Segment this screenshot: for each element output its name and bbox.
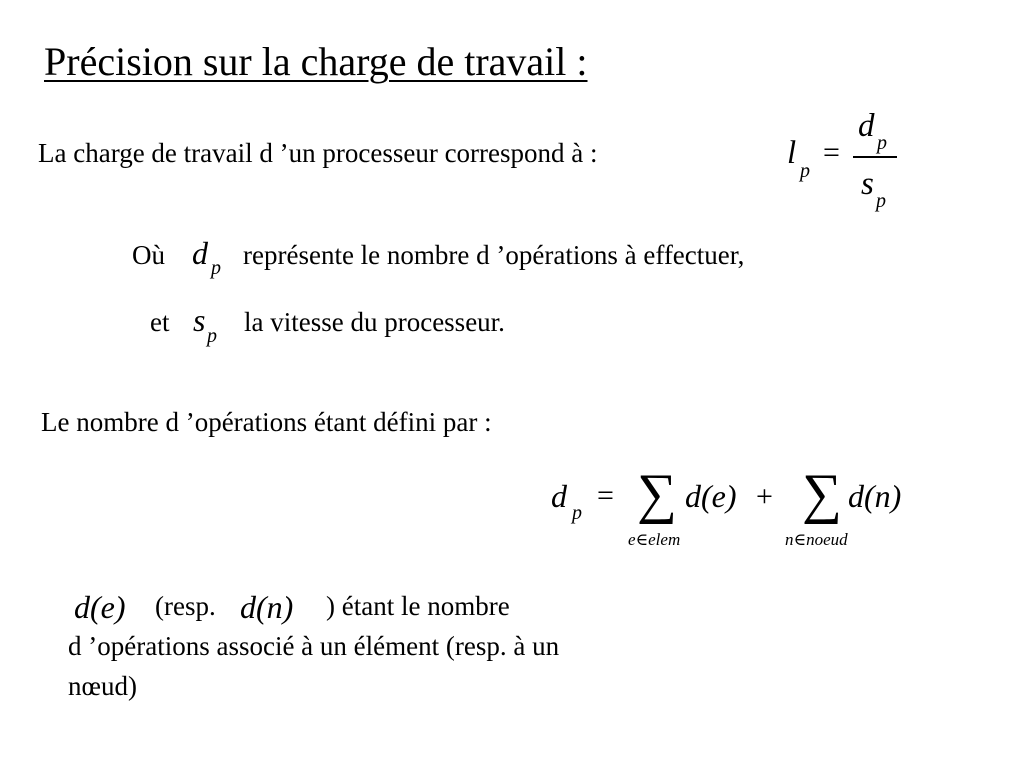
def-s-var: s bbox=[193, 302, 206, 338]
note-var-de: d(e) bbox=[74, 589, 126, 625]
def-s-var-sub: p bbox=[207, 325, 217, 347]
sum-symbol-elements: ∑ bbox=[637, 463, 677, 525]
formula2-term-node: d(n) bbox=[848, 478, 902, 514]
note-after: ) étant le nombre bbox=[326, 591, 510, 621]
note-line3: nœud) bbox=[68, 671, 137, 701]
formula1-lhs: l bbox=[787, 135, 797, 171]
note-resp-open: (resp. bbox=[155, 591, 216, 621]
def-s-text: la vitesse du processeur. bbox=[244, 307, 505, 337]
formula1-numerator: d bbox=[858, 108, 875, 144]
sum-symbol-nodes: ∑ bbox=[802, 463, 842, 525]
intro-text: La charge de travail d ’un processeur correspond à : bbox=[38, 138, 598, 168]
formula1-denominator-sub: p bbox=[876, 190, 886, 212]
formula2-equals: = bbox=[597, 479, 614, 512]
formula1-numerator-sub: p bbox=[877, 132, 887, 154]
formula1-denominator: s bbox=[861, 166, 874, 202]
def-s-prefix: et bbox=[150, 307, 170, 337]
slide-title: Précision sur la charge de travail : bbox=[44, 39, 588, 84]
sum1-limit: e∈elem bbox=[628, 530, 681, 549]
formula2-plus: + bbox=[756, 480, 773, 513]
def-d-var: d bbox=[192, 235, 208, 271]
def-d-var-sub: p bbox=[211, 257, 221, 279]
formula2-lhs: d bbox=[551, 478, 567, 514]
fraction-bar bbox=[853, 156, 897, 158]
note-line2: d ’opérations associé à un élément (resp. à un bbox=[68, 631, 560, 661]
formula1-lhs-sub: p bbox=[800, 160, 810, 182]
def-d-prefix: Où bbox=[132, 240, 165, 270]
formula2-term-element: d(e) bbox=[685, 478, 737, 514]
sum2-limit: n∈noeud bbox=[785, 530, 848, 549]
ops-intro-text: Le nombre d ’opérations étant défini par : bbox=[41, 407, 492, 437]
def-d-text: représente le nombre d ’opérations à effectuer, bbox=[243, 240, 745, 270]
formula1-equals: = bbox=[823, 136, 840, 169]
note-var-dn: d(n) bbox=[240, 589, 294, 625]
formula2-lhs-sub: p bbox=[572, 502, 582, 524]
